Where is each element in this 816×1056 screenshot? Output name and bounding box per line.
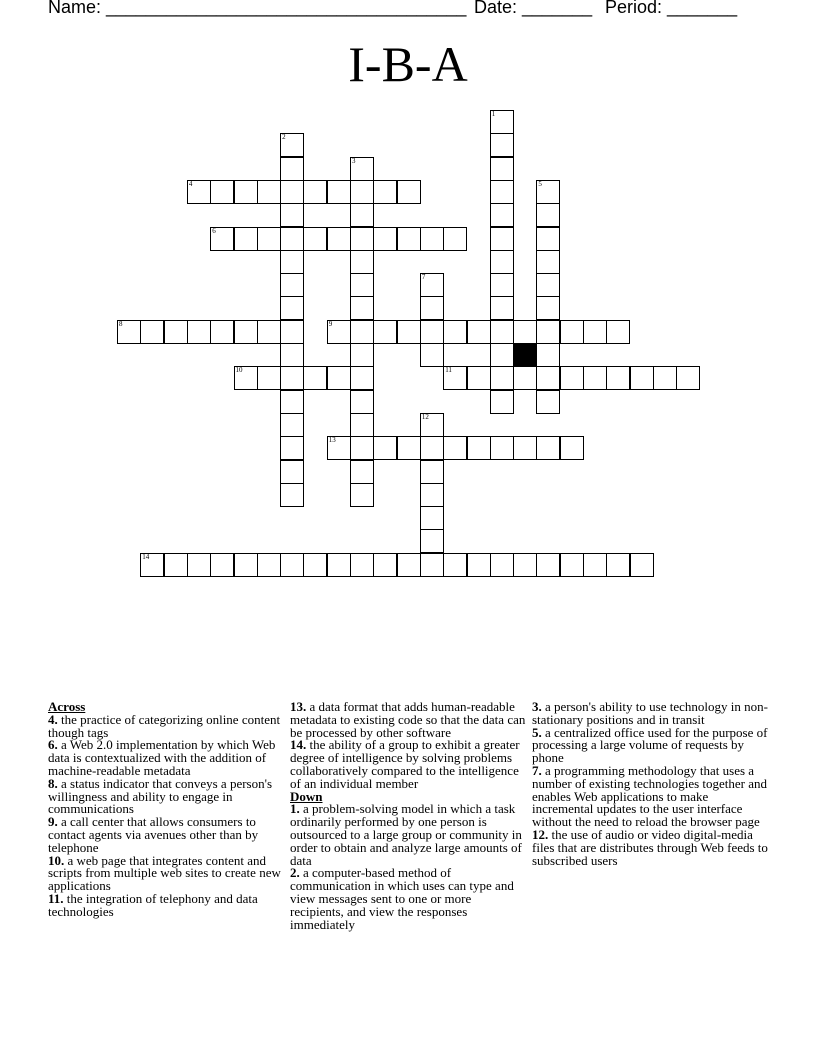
crossword-cell[interactable] <box>560 320 584 344</box>
crossword-cell[interactable] <box>420 320 444 344</box>
crossword-cell[interactable] <box>490 157 514 181</box>
crossword-cell[interactable] <box>257 320 281 344</box>
crossword-cell[interactable] <box>467 436 491 460</box>
crossword-cell[interactable] <box>443 366 467 390</box>
crossword-cell[interactable] <box>280 320 304 344</box>
crossword-cell[interactable] <box>420 460 444 484</box>
crossword-cell[interactable] <box>490 227 514 251</box>
crossword-cell[interactable] <box>513 436 537 460</box>
crossword-cell[interactable] <box>560 366 584 390</box>
clue-across-8: 8. a status indicator that conveys a person's willingness and ability to engage in communications <box>48 775 273 817</box>
crossword-cell[interactable] <box>583 553 607 577</box>
crossword-cell[interactable] <box>490 343 514 367</box>
crossword-cell[interactable] <box>280 157 304 181</box>
crossword-cell[interactable] <box>560 553 584 577</box>
clue-number: 13 <box>328 436 336 445</box>
clue-across-14: 14. the ability of a group to exhibit a greater degree of intelligence by solving problems collaboratively compared to the intelligence of an individual member <box>290 737 520 791</box>
crossword-cell[interactable] <box>420 343 444 367</box>
crossword-cell[interactable] <box>280 296 304 320</box>
crossword-cell[interactable] <box>630 366 654 390</box>
name-field[interactable]: Name: ____________________________________ <box>48 0 467 17</box>
crossword-cell[interactable] <box>164 320 188 344</box>
crossword-cell[interactable] <box>373 180 397 204</box>
clue-down-3: 3. a person's ability to use technology in non-stationary positions and in transit <box>532 699 768 727</box>
crossword-cell[interactable] <box>187 180 211 204</box>
crossword-cell[interactable] <box>280 390 304 414</box>
crossword-cell[interactable] <box>490 390 514 414</box>
crossword-cell[interactable] <box>420 227 444 251</box>
crossword-cell[interactable] <box>420 296 444 320</box>
crossword-cell[interactable] <box>536 250 560 274</box>
black-square <box>513 343 537 367</box>
clue-across-9: 9. a call center that allows consumers to contact agents via avenues other than by telephone <box>48 814 259 855</box>
clue-across-10: 10. a web page that integrates content and scripts from multiple web sites to create new applications <box>48 852 281 894</box>
crossword-cell[interactable] <box>653 366 677 390</box>
crossword-cell[interactable] <box>373 227 397 251</box>
clue-number: 8 <box>119 319 123 328</box>
crossword-cell[interactable] <box>536 180 560 204</box>
crossword-cell[interactable] <box>536 343 560 367</box>
crossword-cell[interactable] <box>490 296 514 320</box>
crossword-cell[interactable] <box>536 203 560 227</box>
crossword-cell[interactable] <box>303 227 327 251</box>
crossword-cell[interactable] <box>443 436 467 460</box>
clue-across-13: 13. a data format that adds human-readable metadata to existing code so that the data can be processed by other software <box>290 699 526 740</box>
crossword-cell[interactable] <box>234 180 258 204</box>
crossword-cell[interactable] <box>280 413 304 437</box>
crossword-cell[interactable] <box>257 366 281 390</box>
crossword-cell[interactable] <box>210 320 234 344</box>
crossword-cell[interactable] <box>420 529 444 553</box>
crossword-cell[interactable] <box>140 553 164 577</box>
crossword-cell[interactable] <box>350 296 374 320</box>
clue-number: 6 <box>212 226 216 235</box>
crossword-cell[interactable] <box>536 366 560 390</box>
crossword-cell[interactable] <box>536 273 560 297</box>
crossword-cell[interactable] <box>350 180 374 204</box>
across-heading: Across <box>48 699 86 714</box>
clue-number: 4 <box>188 179 193 188</box>
crossword-cell[interactable] <box>490 273 514 297</box>
crossword-cell[interactable] <box>490 133 514 157</box>
crossword-cell[interactable] <box>397 320 421 344</box>
crossword-cell[interactable] <box>280 273 304 297</box>
crossword-cell[interactable] <box>350 273 374 297</box>
crossword-cell[interactable] <box>350 203 374 227</box>
crossword-cell[interactable] <box>164 553 188 577</box>
crossword-cell[interactable] <box>303 366 327 390</box>
crossword-cell[interactable] <box>467 553 491 577</box>
crossword-cell[interactable] <box>187 553 211 577</box>
crossword-cell[interactable] <box>536 553 560 577</box>
crossword-cell[interactable] <box>420 483 444 507</box>
clue-column-3 <box>532 701 768 867</box>
crossword-cell[interactable] <box>327 436 351 460</box>
crossword-cell[interactable] <box>234 320 258 344</box>
crossword-cell[interactable] <box>327 227 351 251</box>
crossword-cell[interactable] <box>210 227 234 251</box>
crossword-cell[interactable] <box>397 227 421 251</box>
crossword-cell[interactable] <box>350 227 374 251</box>
crossword-cell[interactable] <box>350 413 374 437</box>
clue-number: 10 <box>235 366 243 375</box>
clue-down-5: 5. a centralized office used for the purpose of processing a large volume of requests by phone <box>532 724 768 766</box>
crossword-cell[interactable] <box>513 320 537 344</box>
crossword-cell[interactable] <box>606 553 630 577</box>
crossword-cell[interactable] <box>280 203 304 227</box>
crossword-cell[interactable] <box>327 320 351 344</box>
crossword-cell[interactable] <box>443 320 467 344</box>
crossword-cell[interactable] <box>350 460 374 484</box>
crossword-cell[interactable] <box>280 483 304 507</box>
crossword-cell[interactable] <box>490 250 514 274</box>
crossword-cell[interactable] <box>373 436 397 460</box>
crossword-cell[interactable] <box>327 553 351 577</box>
crossword-cell[interactable] <box>303 180 327 204</box>
clue-number: 1 <box>491 110 496 118</box>
crossword-cell[interactable] <box>373 320 397 344</box>
crossword-cell[interactable] <box>560 436 584 460</box>
crossword-cell[interactable] <box>210 553 234 577</box>
period-field[interactable]: Period: _______ <box>605 0 738 17</box>
crossword-cell[interactable] <box>397 553 421 577</box>
clue-down-7: 7. a programming methodology that uses a number of existing technologies together and enables Web applications to make incremental updates to the user interface without the need to reload the browser page <box>532 762 768 830</box>
crossword-cell[interactable] <box>257 227 281 251</box>
clue-down-12: 12. the use of audio or video digital-media files that are distributes through Web feeds to subscribed users <box>532 826 768 868</box>
crossword-cell[interactable] <box>490 110 514 134</box>
crossword-cell[interactable] <box>303 553 327 577</box>
crossword-cell[interactable] <box>536 296 560 320</box>
crossword-cell[interactable] <box>536 390 560 414</box>
crossword-cell[interactable] <box>490 553 514 577</box>
clue-number: 14 <box>142 552 150 561</box>
crossword-cell[interactable] <box>350 436 374 460</box>
crossword-cell[interactable] <box>397 180 421 204</box>
crossword-cell[interactable] <box>443 227 467 251</box>
crossword-cell[interactable] <box>350 343 374 367</box>
clue-number: 3 <box>352 156 356 165</box>
crossword-cell[interactable] <box>350 483 374 507</box>
clue-column-1 <box>48 701 283 919</box>
crossword-cell[interactable] <box>420 436 444 460</box>
crossword-cell[interactable] <box>397 436 421 460</box>
crossword-cell[interactable] <box>536 320 560 344</box>
crossword-cell[interactable] <box>234 227 258 251</box>
clue-across-4: 4. the practice of categorizing online content though tags <box>48 711 281 740</box>
date-field[interactable]: Date: _______ <box>474 0 593 17</box>
clue-down-1: 1. a problem-solving model in which a task ordinarily performed by one person is outsourced to a large group or community in order to obtain and analyze large amounts of data <box>290 801 522 868</box>
crossword-cell[interactable] <box>350 553 374 577</box>
clue-number: 7 <box>421 273 426 282</box>
crossword-cell[interactable] <box>280 180 304 204</box>
crossword-cell[interactable] <box>420 413 444 437</box>
crossword-cell[interactable] <box>327 366 351 390</box>
crossword-cell[interactable] <box>257 180 281 204</box>
crossword-cell[interactable] <box>676 366 700 390</box>
crossword-cell[interactable] <box>467 320 491 344</box>
crossword-cell[interactable] <box>280 553 304 577</box>
crossword-cell[interactable] <box>443 553 467 577</box>
crossword-cell[interactable] <box>280 343 304 367</box>
crossword-cell[interactable] <box>280 436 304 460</box>
crossword-cell[interactable] <box>350 366 374 390</box>
crossword-cell[interactable] <box>327 180 351 204</box>
crossword-cell[interactable] <box>536 227 560 251</box>
crossword-cell[interactable] <box>420 506 444 530</box>
crossword-cell[interactable] <box>606 366 630 390</box>
clue-number: 9 <box>328 319 333 328</box>
crossword-cell[interactable] <box>187 320 211 344</box>
crossword-cell[interactable] <box>280 460 304 484</box>
crossword-cell[interactable] <box>490 436 514 460</box>
clue-down-2: 2. a computer-based method of communication in which uses can type and view messages sent to one or more recipients, and view the responses immediately <box>290 865 514 932</box>
clue-number: 12 <box>421 412 429 421</box>
crossword-cell[interactable] <box>513 366 537 390</box>
crossword-cell[interactable] <box>280 250 304 274</box>
crossword-cell[interactable] <box>140 320 164 344</box>
clue-across-11: 11. the integration of telephony and data technologies <box>48 890 258 919</box>
crossword-cell[interactable] <box>490 203 514 227</box>
crossword-cell[interactable] <box>350 250 374 274</box>
crossword-cell[interactable] <box>280 366 304 390</box>
crossword-cell[interactable] <box>234 366 258 390</box>
crossword-cell[interactable] <box>373 553 397 577</box>
crossword-cell[interactable] <box>350 157 374 181</box>
crossword-cell[interactable] <box>536 436 560 460</box>
crossword-cell[interactable] <box>234 553 258 577</box>
crossword-cell[interactable] <box>630 553 654 577</box>
crossword-cell[interactable] <box>210 180 234 204</box>
crossword-cell[interactable] <box>350 320 374 344</box>
crossword-cell[interactable] <box>280 227 304 251</box>
crossword-cell[interactable] <box>117 320 141 344</box>
crossword-cell[interactable] <box>583 320 607 344</box>
page-title: I-B-A <box>348 36 468 92</box>
clue-across-6: 6. a Web 2.0 implementation by which Web data is contextualized with the addition of machine-readable metadata <box>48 737 276 778</box>
clue-number: 5 <box>538 179 542 188</box>
clue-number: 11 <box>445 366 452 375</box>
crossword-cell[interactable] <box>257 553 281 577</box>
down-heading: Down <box>290 788 323 804</box>
crossword-cell[interactable] <box>467 366 491 390</box>
crossword-cell[interactable] <box>420 553 444 577</box>
crossword-cell[interactable] <box>490 320 514 344</box>
crossword-cell[interactable] <box>513 553 537 577</box>
crossword-cell[interactable] <box>350 390 374 414</box>
clue-column-2 <box>290 701 528 931</box>
crossword-cell[interactable] <box>583 366 607 390</box>
crossword-cell[interactable] <box>490 366 514 390</box>
clue-number: 2 <box>282 133 286 142</box>
crossword-cell[interactable] <box>606 320 630 344</box>
crossword-cell[interactable] <box>280 133 304 157</box>
crossword-cell[interactable] <box>490 180 514 204</box>
crossword-cell[interactable] <box>420 273 444 297</box>
